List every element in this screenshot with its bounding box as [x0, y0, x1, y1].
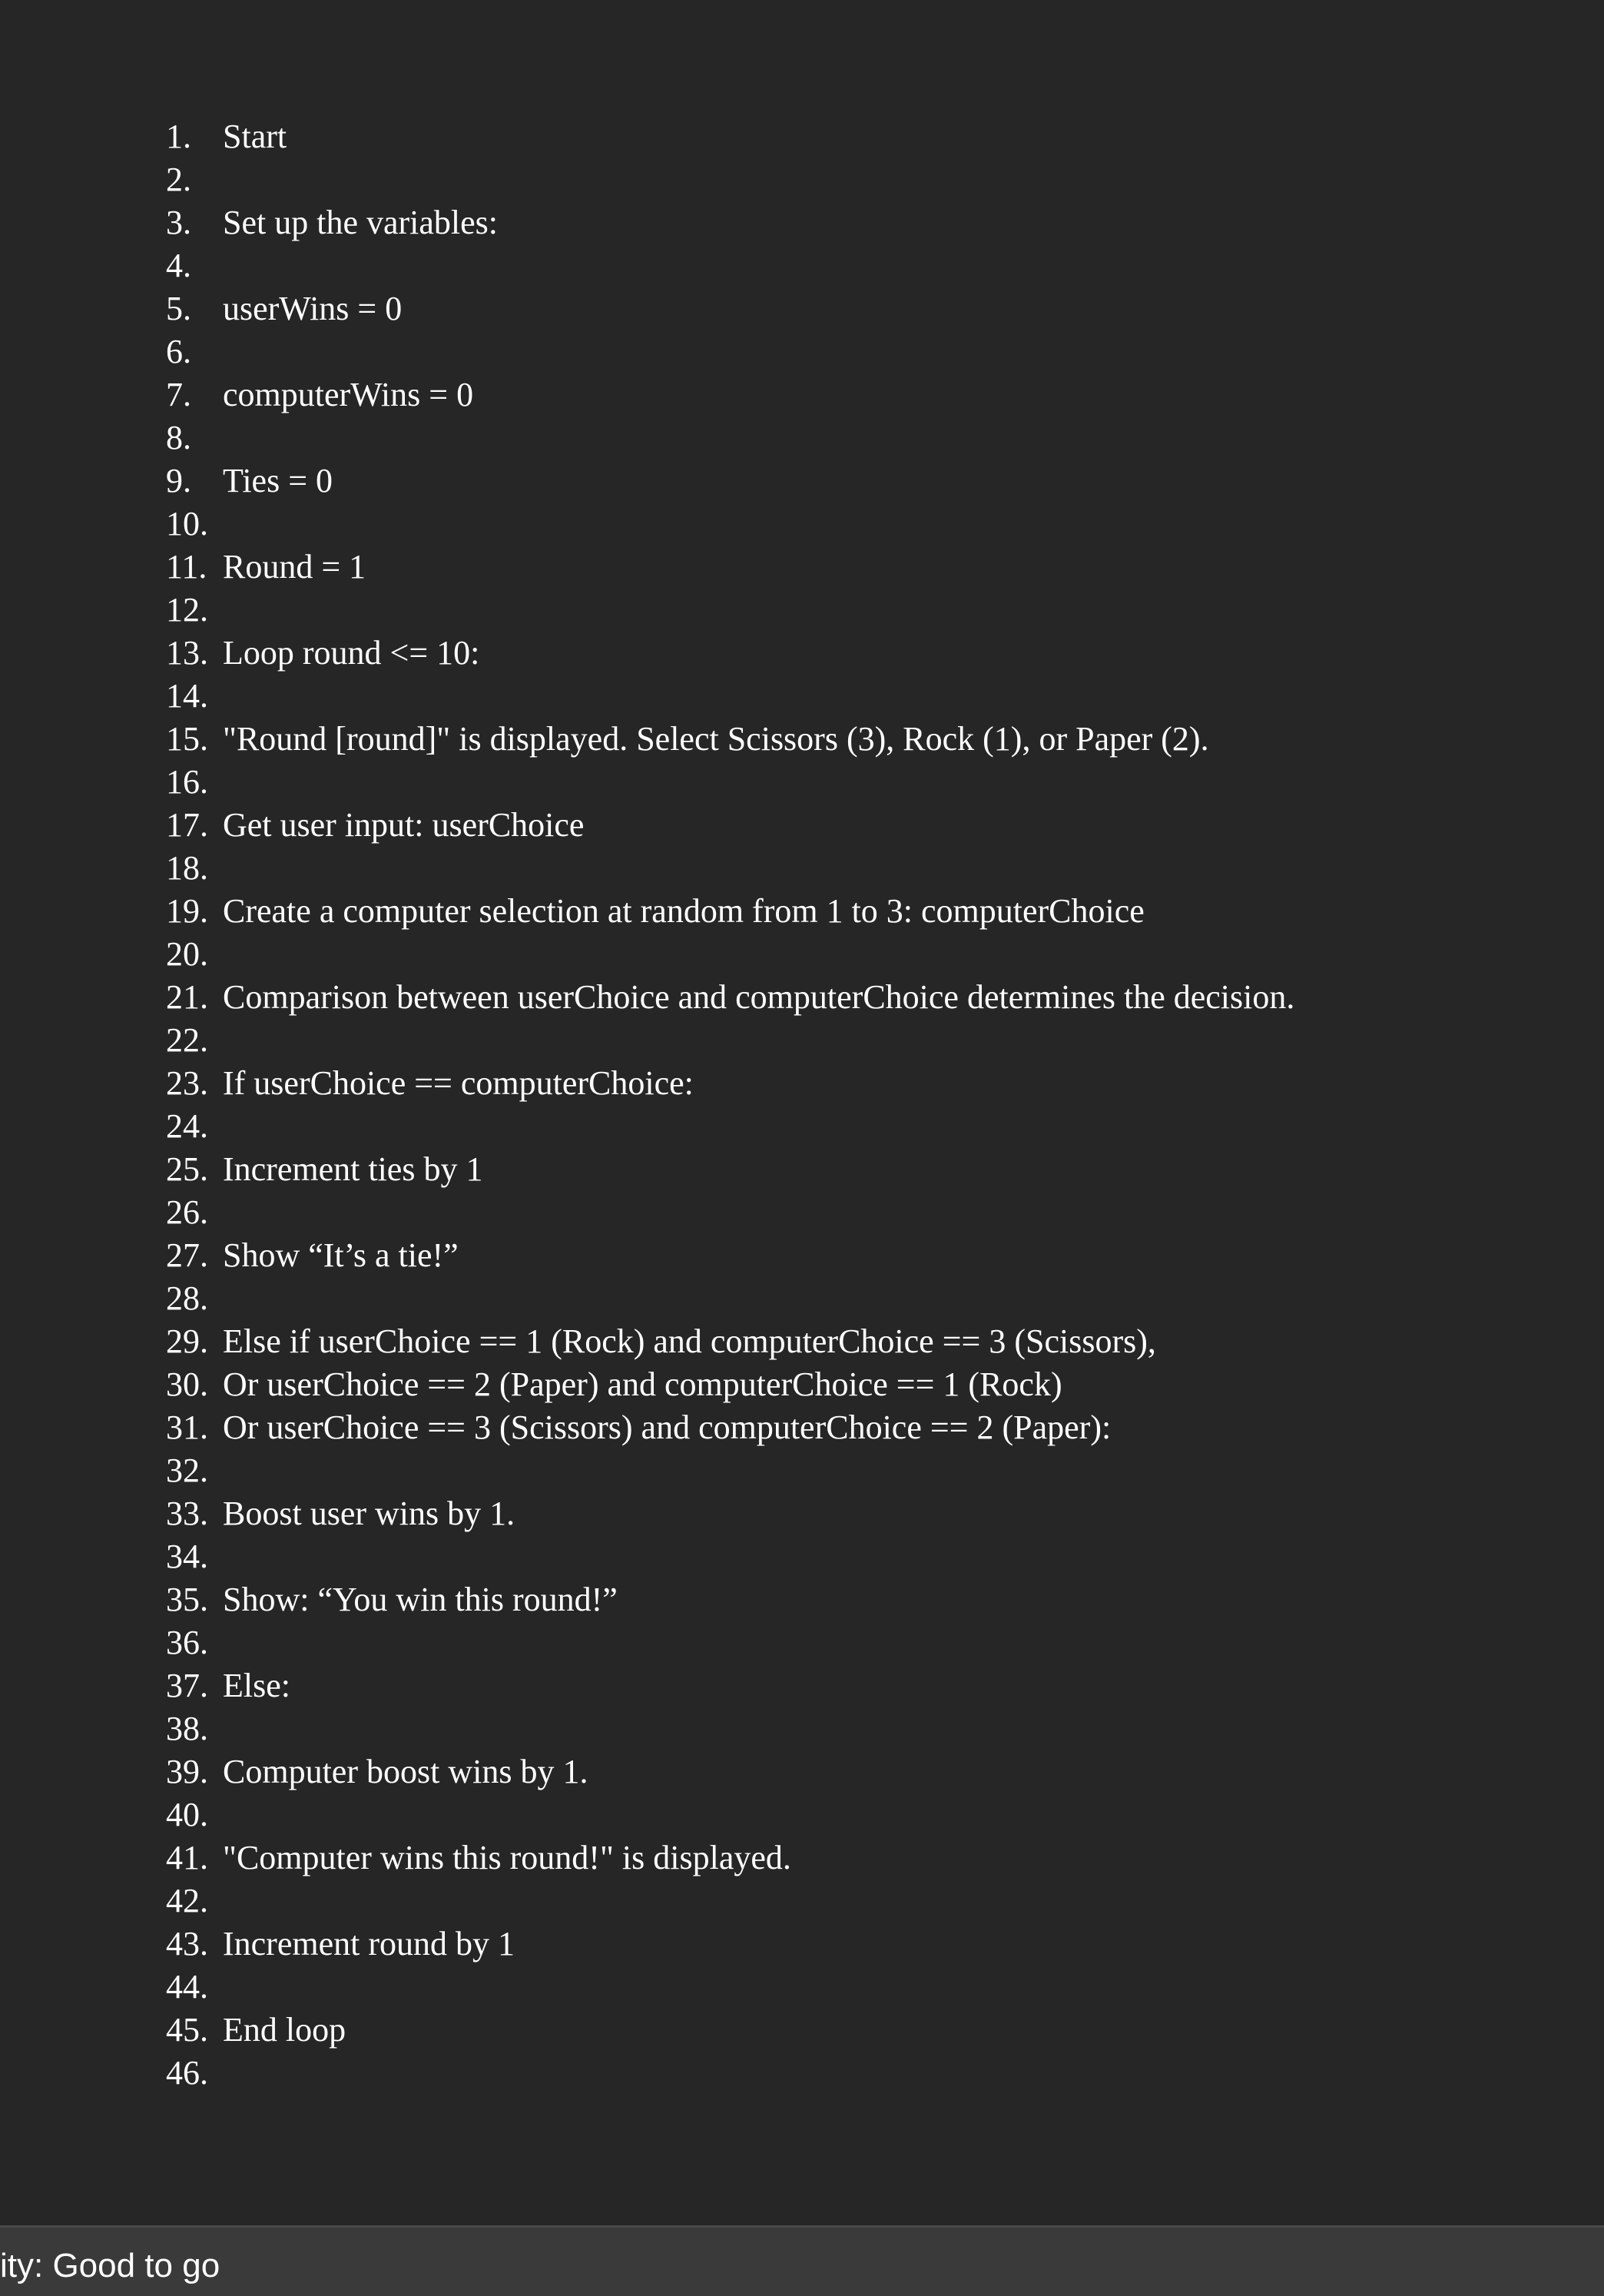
- document-line: [166, 1277, 223, 1320]
- line-text: Ties = 0: [223, 462, 333, 499]
- line-text: Comparison between userChoice and computerChoice determines the decision.: [223, 978, 1295, 1016]
- line-text: Start: [223, 118, 287, 155]
- line-text: "Round [round]" is displayed. Select Scissors (3), Rock (1), or Paper (2).: [223, 720, 1209, 758]
- line-number: 30.: [166, 1365, 208, 1403]
- document-line: [166, 1880, 223, 1923]
- line-number: 9.: [166, 462, 191, 499]
- document-line: [166, 546, 366, 589]
- line-number: 2.: [166, 161, 191, 198]
- document-line: [166, 1578, 618, 1621]
- document-line: [166, 373, 473, 416]
- document-line: [166, 244, 223, 287]
- line-number: 32.: [166, 1452, 208, 1489]
- document-line: [166, 2009, 346, 2052]
- document-line: [166, 804, 584, 847]
- line-number: 15.: [166, 720, 208, 758]
- line-number: 26.: [166, 1193, 208, 1231]
- line-text: Show: “You win this round!”: [223, 1581, 618, 1618]
- line-text: Or userChoice == 3 (Scissors) and computerChoice == 2 (Paper):: [223, 1408, 1112, 1446]
- document-body[interactable]: [0, 115, 1604, 2113]
- accessibility-status: ity: Good to go: [0, 2247, 220, 2284]
- document-line: [166, 1707, 223, 1750]
- document-line: [166, 1363, 1062, 1406]
- document-line: [166, 115, 287, 158]
- document-line: [166, 761, 223, 804]
- document-line: [166, 2052, 223, 2095]
- line-number: 46.: [166, 2054, 208, 2092]
- line-number: 28.: [166, 1279, 208, 1317]
- line-number: 21.: [166, 978, 208, 1016]
- document-line: [166, 847, 223, 890]
- document-line: [166, 976, 1294, 1019]
- line-number: 36.: [166, 1624, 208, 1661]
- document-line: [166, 933, 223, 976]
- line-number: 17.: [166, 806, 208, 844]
- line-text: Set up the variables:: [223, 204, 499, 241]
- line-number: 45.: [166, 2011, 208, 2049]
- line-text: userWins = 0: [223, 290, 403, 327]
- line-number: 35.: [166, 1581, 208, 1618]
- line-number: 4.: [166, 247, 191, 284]
- line-number: 5.: [166, 290, 191, 327]
- line-number: 23.: [166, 1064, 208, 1102]
- line-text: Round = 1: [223, 548, 366, 586]
- line-number: 6.: [166, 333, 191, 370]
- line-number: 33.: [166, 1495, 208, 1532]
- document-line: [166, 1535, 223, 1578]
- document-line: [166, 1320, 1156, 1363]
- line-number: 12.: [166, 591, 208, 629]
- line-number: 42.: [166, 1882, 208, 1919]
- line-text: computerWins = 0: [223, 376, 474, 413]
- line-number: 7.: [166, 376, 191, 413]
- line-number: 31.: [166, 1408, 208, 1446]
- line-text: Increment round by 1: [223, 1925, 515, 1963]
- line-number: 40.: [166, 1796, 208, 1833]
- line-text: End loop: [223, 2011, 346, 2049]
- document-line: [166, 675, 223, 718]
- line-number: 44.: [166, 1968, 208, 2006]
- document-line: [166, 1621, 223, 1664]
- line-number: 43.: [166, 1925, 208, 1963]
- document-line: [166, 503, 223, 546]
- line-text: Boost user wins by 1.: [223, 1495, 515, 1532]
- line-number: 25.: [166, 1150, 208, 1188]
- line-text: "Computer wins this round!" is displayed.: [223, 1839, 791, 1876]
- line-number: 20.: [166, 935, 208, 973]
- line-number: 29.: [166, 1322, 208, 1360]
- document-line: [166, 589, 223, 632]
- document-line: [166, 416, 223, 460]
- line-number: 22.: [166, 1021, 208, 1059]
- line-text: If userChoice == computerChoice:: [223, 1064, 694, 1102]
- line-number: 41.: [166, 1839, 208, 1876]
- document-line: [166, 1793, 223, 1836]
- line-number: 14.: [166, 677, 208, 715]
- line-text: Loop round <= 10:: [223, 634, 480, 672]
- line-number: 24.: [166, 1107, 208, 1145]
- document-line: [166, 1148, 482, 1191]
- line-text: Else if userChoice == 1 (Rock) and computerChoice == 3 (Scissors),: [223, 1322, 1156, 1360]
- document-line: [166, 1062, 694, 1105]
- line-number: 18.: [166, 849, 208, 887]
- line-number: 19.: [166, 892, 208, 930]
- document-line: [166, 1966, 223, 2009]
- line-number: 39.: [166, 1753, 208, 1790]
- line-text: Create a computer selection at random from 1 to 3: computerChoice: [223, 892, 1145, 930]
- document-line: [166, 460, 333, 503]
- document-line: [166, 287, 402, 330]
- line-number: 16.: [166, 763, 208, 801]
- document-line: [166, 890, 1145, 933]
- document-line: [166, 1449, 223, 1492]
- document-line: [166, 158, 223, 201]
- line-number: 37.: [166, 1667, 208, 1704]
- document-line: [166, 1836, 791, 1880]
- document-line: [166, 632, 479, 675]
- document-line: [166, 1191, 223, 1234]
- document-line: [166, 1664, 290, 1707]
- line-number: 13.: [166, 634, 208, 672]
- line-number: 1.: [166, 118, 191, 155]
- line-number: 34.: [166, 1538, 208, 1575]
- line-number: 11.: [166, 548, 207, 586]
- line-number: 38.: [166, 1710, 208, 1747]
- document-line: [166, 1234, 459, 1277]
- line-text: Else:: [223, 1667, 290, 1704]
- document-line: [166, 1019, 223, 1062]
- line-text: Computer boost wins by 1.: [223, 1753, 588, 1790]
- document-line: [166, 201, 498, 244]
- status-bar: [0, 2225, 1604, 2296]
- line-number: 8.: [166, 419, 191, 456]
- line-text: Increment ties by 1: [223, 1150, 483, 1188]
- line-text: Get user input: userChoice: [223, 806, 585, 844]
- line-number: 10.: [166, 505, 208, 542]
- document-line: [166, 718, 1209, 761]
- line-number: 3.: [166, 204, 191, 241]
- document-line: [166, 330, 223, 373]
- document-line: [166, 1406, 1111, 1449]
- line-text: Or userChoice == 2 (Paper) and computerChoice == 1 (Rock): [223, 1365, 1062, 1403]
- line-text: Show “It’s a tie!”: [223, 1236, 459, 1274]
- document-line: [166, 1492, 515, 1535]
- line-number: 27.: [166, 1236, 208, 1274]
- document-line: [166, 1105, 223, 1148]
- document-line: [166, 1750, 588, 1793]
- document-line: [166, 1923, 515, 1966]
